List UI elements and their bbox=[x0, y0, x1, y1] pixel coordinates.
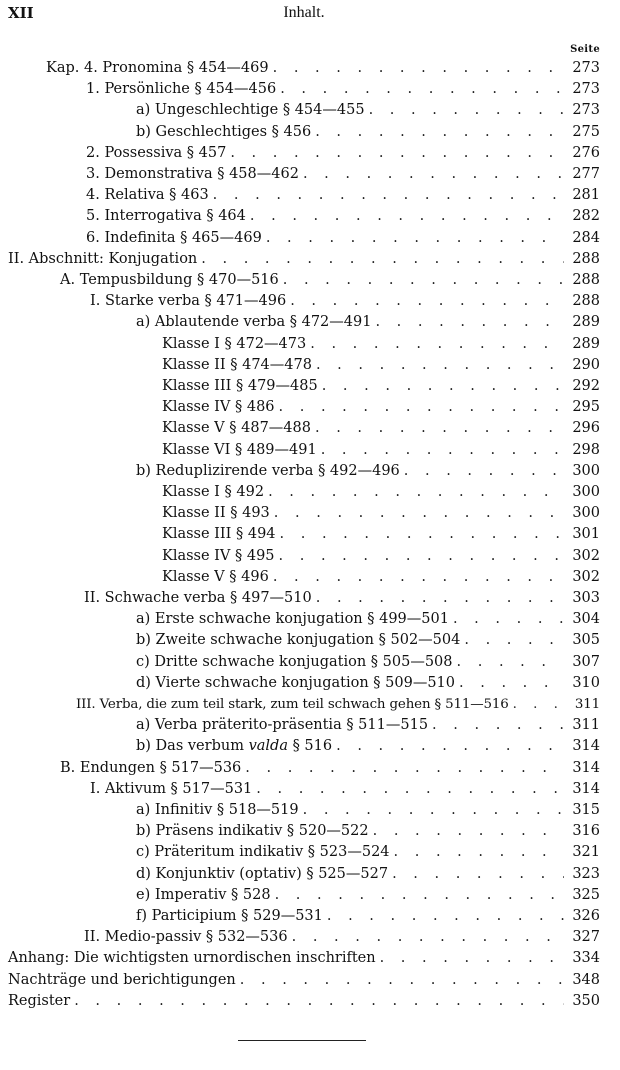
toc-entry: Nachträge und berichtigungen . . . 348 bbox=[8, 970, 600, 991]
toc-entry: a) Ablautende verba § 472—491 . . . 289 bbox=[136, 312, 600, 333]
toc-entry: d) Konjunktiv (optativ) § 525—527 . . . 323 bbox=[136, 864, 600, 885]
toc-entry: 4. Relativa § 463 . . . 281 bbox=[86, 185, 600, 206]
toc-entry: Klasse III § 479—485 . . . 292 bbox=[162, 376, 600, 397]
toc-entry: b) Reduplizirende verba § 492—496 . . . 300 bbox=[136, 461, 600, 482]
toc-entry: Klasse III § 494 . . . 301 bbox=[162, 524, 600, 545]
page-header bbox=[8, 4, 600, 28]
toc-entry: d) Vierte schwache konjugation § 509—510 . . . 310 bbox=[136, 673, 600, 694]
toc-entry: e) Imperativ § 528 . . . 325 bbox=[136, 885, 600, 906]
toc-entry: Register . . . 350 bbox=[8, 991, 600, 1012]
toc-entry: Klasse II § 493 . . . 300 bbox=[162, 503, 600, 524]
toc-entry: a) Verba präterito-präsentia § 511—515 . . . 311 bbox=[136, 715, 600, 736]
toc-entry: a) Ungeschlechtige § 454—455 . . . 273 bbox=[136, 100, 600, 121]
toc-entry: c) Präteritum indikativ § 523—524 . . . 321 bbox=[136, 842, 600, 863]
toc-entry: Anhang: Die wichtigsten urnordischen inschriften . . . 334 bbox=[8, 948, 600, 969]
toc-entry: Klasse V § 496 . . . 302 bbox=[162, 567, 600, 588]
toc-entry: f) Participium § 529—531 . . . 326 bbox=[136, 906, 600, 927]
toc-entry: 6. Indefinita § 465—469 . . . 284 bbox=[86, 228, 600, 249]
toc-entry: Klasse IV § 486 . . . 295 bbox=[162, 397, 600, 418]
toc-entry: b) Das verbum valda § 516 . . . 314 bbox=[136, 736, 600, 757]
toc-entry: I. Starke verba § 471—496 . . . 288 bbox=[90, 291, 600, 312]
toc-entry: Klasse I § 472—473 . . . 289 bbox=[162, 334, 600, 355]
toc-entry: II. Schwache verba § 497—510 . . . 303 bbox=[84, 588, 600, 609]
toc-entry: Klasse V § 487—488 . . . 296 bbox=[162, 418, 600, 439]
page-folio: XII bbox=[8, 4, 34, 22]
toc-entry: 2. Possessiva § 457 . . . 276 bbox=[86, 143, 600, 164]
toc-entry: c) Dritte schwache konjugation § 505—508 . . . 307 bbox=[136, 652, 600, 673]
toc-entry: II. Medio-passiv § 532—536 . . . 327 bbox=[84, 927, 600, 948]
toc-entry: Klasse II § 474—478 . . . 290 bbox=[162, 355, 600, 376]
toc-entry: a) Erste schwache konjugation § 499—501 . . . 304 bbox=[136, 609, 600, 630]
toc-entry: b) Zweite schwache konjugation § 502—504 . . . 305 bbox=[136, 630, 600, 651]
toc-entry: b) Präsens indikativ § 520—522 . . . 316 bbox=[136, 821, 600, 842]
toc-entry: a) Infinitiv § 518—519 . . . 315 bbox=[136, 800, 600, 821]
toc-entry: Klasse I § 492 . . . 300 bbox=[162, 482, 600, 503]
toc-entry: B. Endungen § 517—536 . . . 314 bbox=[60, 758, 600, 779]
toc-entry: Klasse IV § 495 . . . 302 bbox=[162, 546, 600, 567]
toc-entry: A. Tempusbildung § 470—516 . . . 288 bbox=[60, 270, 600, 291]
page-column-heading: Seite bbox=[570, 44, 600, 55]
toc-entry: 1. Persönliche § 454—456 . . . 273 bbox=[86, 79, 600, 100]
toc-entry: II. Abschnitt: Konjugation . . . 288 bbox=[8, 249, 600, 270]
toc-entry: 5. Interrogativa § 464 . . . 282 bbox=[86, 206, 600, 227]
end-rule bbox=[238, 1040, 366, 1041]
page-title: Inhalt. bbox=[283, 4, 325, 21]
toc-entry: III. Verba, die zum teil stark, zum teil schwach gehen § 511—516 . . . 311 bbox=[76, 694, 600, 715]
toc-entry: Klasse VI § 489—491 . . . 298 bbox=[162, 440, 600, 461]
toc-entry: I. Aktivum § 517—531 . . . 314 bbox=[90, 779, 600, 800]
toc-entry: b) Geschlechtiges § 456 . . . 275 bbox=[136, 122, 600, 143]
toc-entry: Kap. 4. Pronomina § 454—469 . . . 273 bbox=[46, 58, 600, 79]
toc-entry: 3. Demonstrativa § 458—462 . . . 277 bbox=[86, 164, 600, 185]
